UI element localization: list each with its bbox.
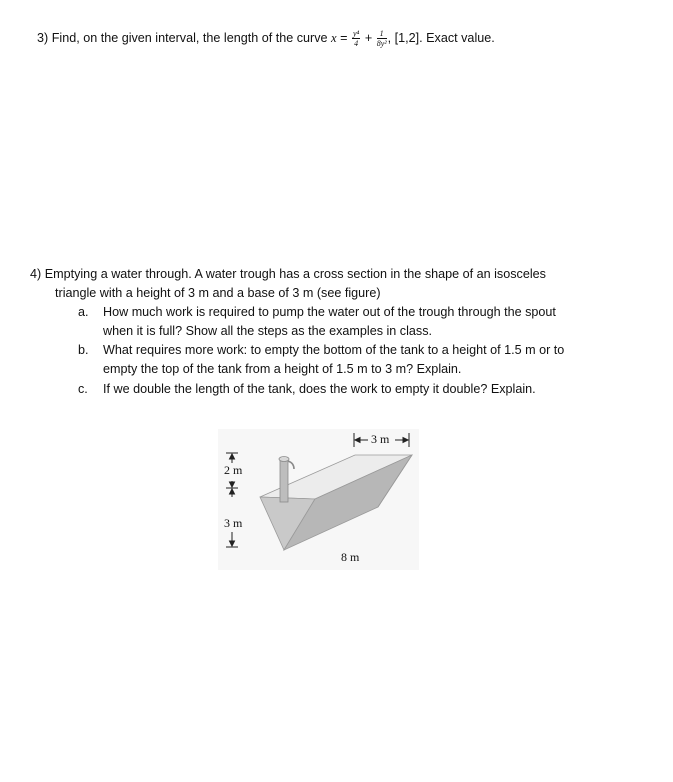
- question-3: [37, 29, 495, 48]
- question-4-line-2: triangle with a height of 3 m and a base of 3 m (see figure): [55, 286, 381, 300]
- item-c-line-1: If we double the length of the tank, does the work to empty it double? Explain.: [103, 382, 536, 396]
- fraction-numerator: y⁴: [352, 29, 360, 39]
- spout-height-label: 2 m: [224, 463, 243, 477]
- length-label: 8 m: [341, 550, 360, 564]
- trough-drawing: [218, 429, 419, 570]
- fraction-denominator: 4: [354, 39, 359, 49]
- plus-sign: +: [364, 31, 373, 45]
- fraction-numerator: 1: [377, 29, 387, 39]
- item-c-mark: c.: [78, 382, 88, 396]
- question-4-line-1: 4) Emptying a water through. A water trough has a cross section in the shape of an isosceles: [30, 267, 546, 281]
- fraction-denominator: 8y²: [376, 39, 387, 49]
- item-b-line-2: empty the top of the tank from a height of 1.5 m to 3 m? Explain.: [103, 362, 462, 376]
- fraction-1-over-8y2: [377, 29, 387, 48]
- item-b-line-1: What requires more work: to empty the bottom of the tank to a height of 1.5 m or to: [103, 343, 565, 357]
- equals-sign: =: [340, 31, 348, 45]
- item-b-mark: b.: [78, 343, 89, 357]
- question-3-prefix: 3) Find, on the given interval, the length of the curve: [37, 31, 328, 45]
- fraction-y4-over-4: [352, 29, 360, 48]
- trough-figure: [218, 429, 419, 570]
- item-a-mark: a.: [78, 305, 89, 319]
- question-3-suffix: , [1,2]. Exact value.: [387, 31, 495, 45]
- depth-label: 3 m: [224, 516, 243, 530]
- top-width-label: 3 m: [371, 432, 390, 446]
- item-a-line-2: when it is full? Show all the steps as the examples in class.: [103, 324, 432, 338]
- curve-variable: x: [331, 31, 337, 45]
- item-a-line-1: How much work is required to pump the water out of the trough through the spout: [103, 305, 556, 319]
